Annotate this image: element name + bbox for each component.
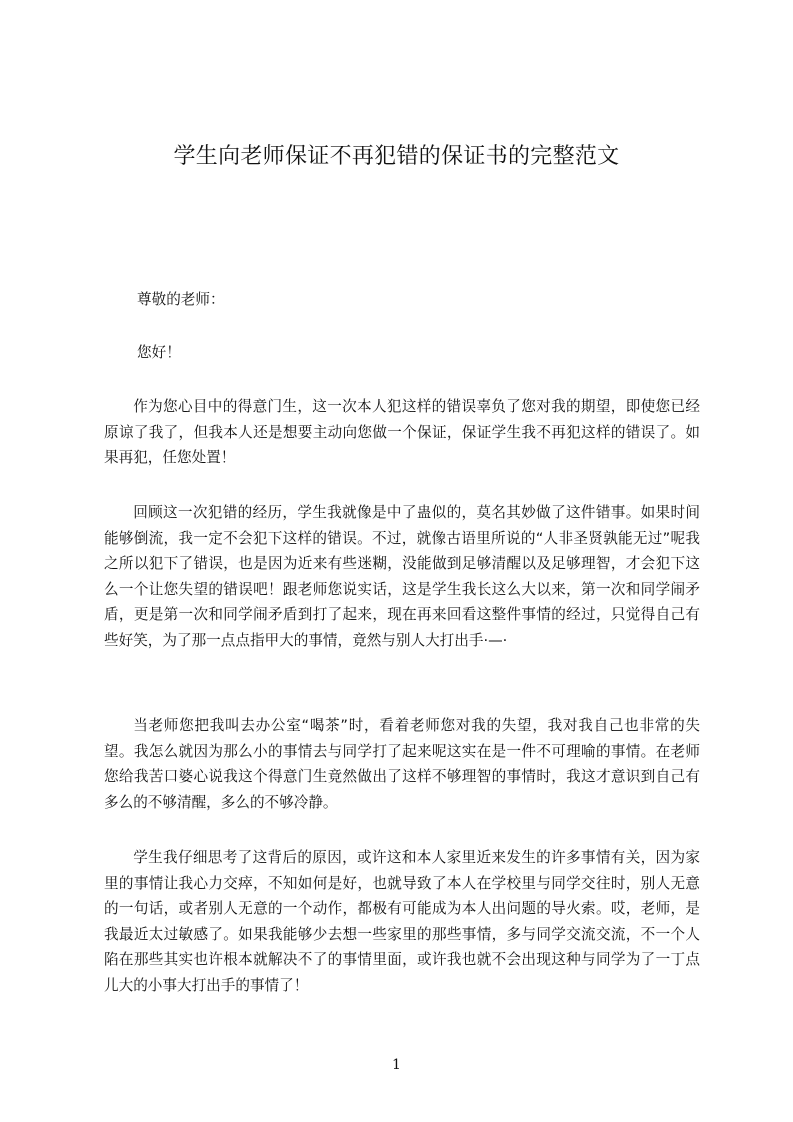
greeting: 您好！ [137, 344, 181, 361]
paragraph-4: 学生我仔细思考了这背后的原因，或许这和本人家里近来发生的许多事情有关，因为家里的事情让我心力交瘁，不知如何是好，也就导致了本人在学校里与同学交往时，别人无意的一句话，或者别人无意的一个动作，都极有可能成为本人出问题的导火索。哎，老师，是我最近太过敏感了。如果我能够少去想一些家里的那些事情，多与同学交流交流，不一个人陷在那些其实也许根本就解决不了的事情里面，或许我也就不会出现这种与同学为了一丁点儿大的小事大打出手的事情了！ [104, 849, 700, 994]
paragraph-1: 作为您心目中的得意门生，这一次本人犯这样的错误辜负了您对我的期望，即使您已经原谅了我了，但我本人还是想要主动向您做一个保证，保证学生我不再犯这样的错误了。如果再犯，任您处置！ [104, 398, 700, 467]
page-number: 1 [392, 1057, 401, 1073]
paragraph-2: 回顾这一次犯错的经历，学生我就像是中了蛊似的，莫名其妙做了这件错事。如果时间能够倒流，我一定不会犯下这样的错误。不过，就像古语里所说的“人非圣贤孰能无过”呢我之所以犯下了错误，也是因为近来有些迷糊，没能做到足够清醒以及足够理智，才会犯下这么一个让您失望的错误吧！跟老师您说实话，这是学生我长这么大以来，第一次和同学闹矛盾，更是第一次和同学闹矛盾到打了起来，现在再来回看这整件事情的经过，只觉得自己有些好笑，为了那一点点指甲大的事情，竟然与别人大打出手·—· [104, 504, 700, 649]
paragraph-3: 当老师您把我叫去办公室“喝茶”时，看着老师您对我的失望，我对我自己也非常的失望。我怎么就因为那么小的事情去与同学打了起来呢这实在是一件不可理喻的事情。在老师您给我苦口婆心说我这个得意门生竟然做出了这样不够理智的事情时，我这才意识到自己有多么的不够清醒，多么的不够冷静。 [104, 717, 700, 811]
document-title: 学生向老师保证不再犯错的保证书的完整范文 [173, 144, 620, 169]
salutation: 尊敬的老师： [137, 291, 225, 308]
